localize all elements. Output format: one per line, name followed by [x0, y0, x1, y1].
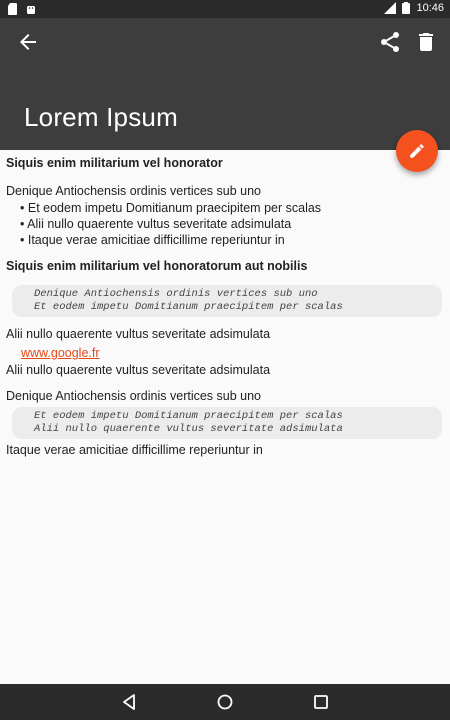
triangle-back-icon[interactable]: [120, 693, 138, 711]
sd-card-icon: [8, 3, 18, 15]
list-item: • Itaque verae amicitiae difficillime reperiuntur in: [20, 233, 442, 247]
code-line: Alii nullo quaerente vultus severitate adsimulata: [34, 423, 343, 435]
note-content: [6, 150, 442, 457]
share-icon[interactable]: [378, 30, 402, 54]
paragraph-3: Alii nullo quaerente vultus severitate adsimulata: [6, 363, 271, 377]
code-line: Et eodem impetu Domitianum praecipitem per scalas: [34, 410, 343, 422]
code-block-1: [12, 285, 442, 317]
android-icon: [26, 3, 36, 15]
bullet-list: [6, 201, 442, 247]
status-time: 10:46: [416, 2, 444, 14]
trash-icon[interactable]: [414, 30, 438, 54]
arrow-back-icon[interactable]: [16, 30, 40, 54]
page-title: Lorem Ipsum: [24, 102, 178, 132]
circle-home-icon[interactable]: [216, 693, 234, 711]
heading-2: Siquis enim militarium vel honoratorum aut nobilis: [6, 259, 308, 273]
code-line: Denique Antiochensis ordinis vertices sub uno: [34, 288, 318, 300]
list-item: • Alii nullo quaerente vultus severitate adsimulata: [20, 217, 442, 231]
navigation-bar: [0, 684, 450, 720]
paragraph-1: Denique Antiochensis ordinis vertices sub uno: [6, 184, 262, 198]
code-block-2: [12, 407, 442, 439]
heading-1: Siquis enim militarium vel honorator: [6, 156, 223, 170]
paragraph-4: Denique Antiochensis ordinis vertices sub uno: [6, 389, 262, 403]
code-line: Et eodem impetu Domitianum praecipitem per scalas: [34, 301, 343, 313]
square-recents-icon[interactable]: [312, 693, 330, 711]
list-item: • Et eodem impetu Domitianum praecipitem per scalas: [20, 201, 442, 215]
app-bar: [0, 18, 450, 150]
lte-signal-icon: [382, 2, 396, 14]
battery-icon: [402, 2, 410, 14]
paragraph-5: Itaque verae amicitiae difficillime reperiuntur in: [6, 443, 263, 457]
status-bar: [0, 0, 450, 18]
paragraph-2: Alii nullo quaerente vultus severitate adsimulata: [6, 327, 271, 341]
link-google[interactable]: www.google.fr: [21, 346, 100, 360]
